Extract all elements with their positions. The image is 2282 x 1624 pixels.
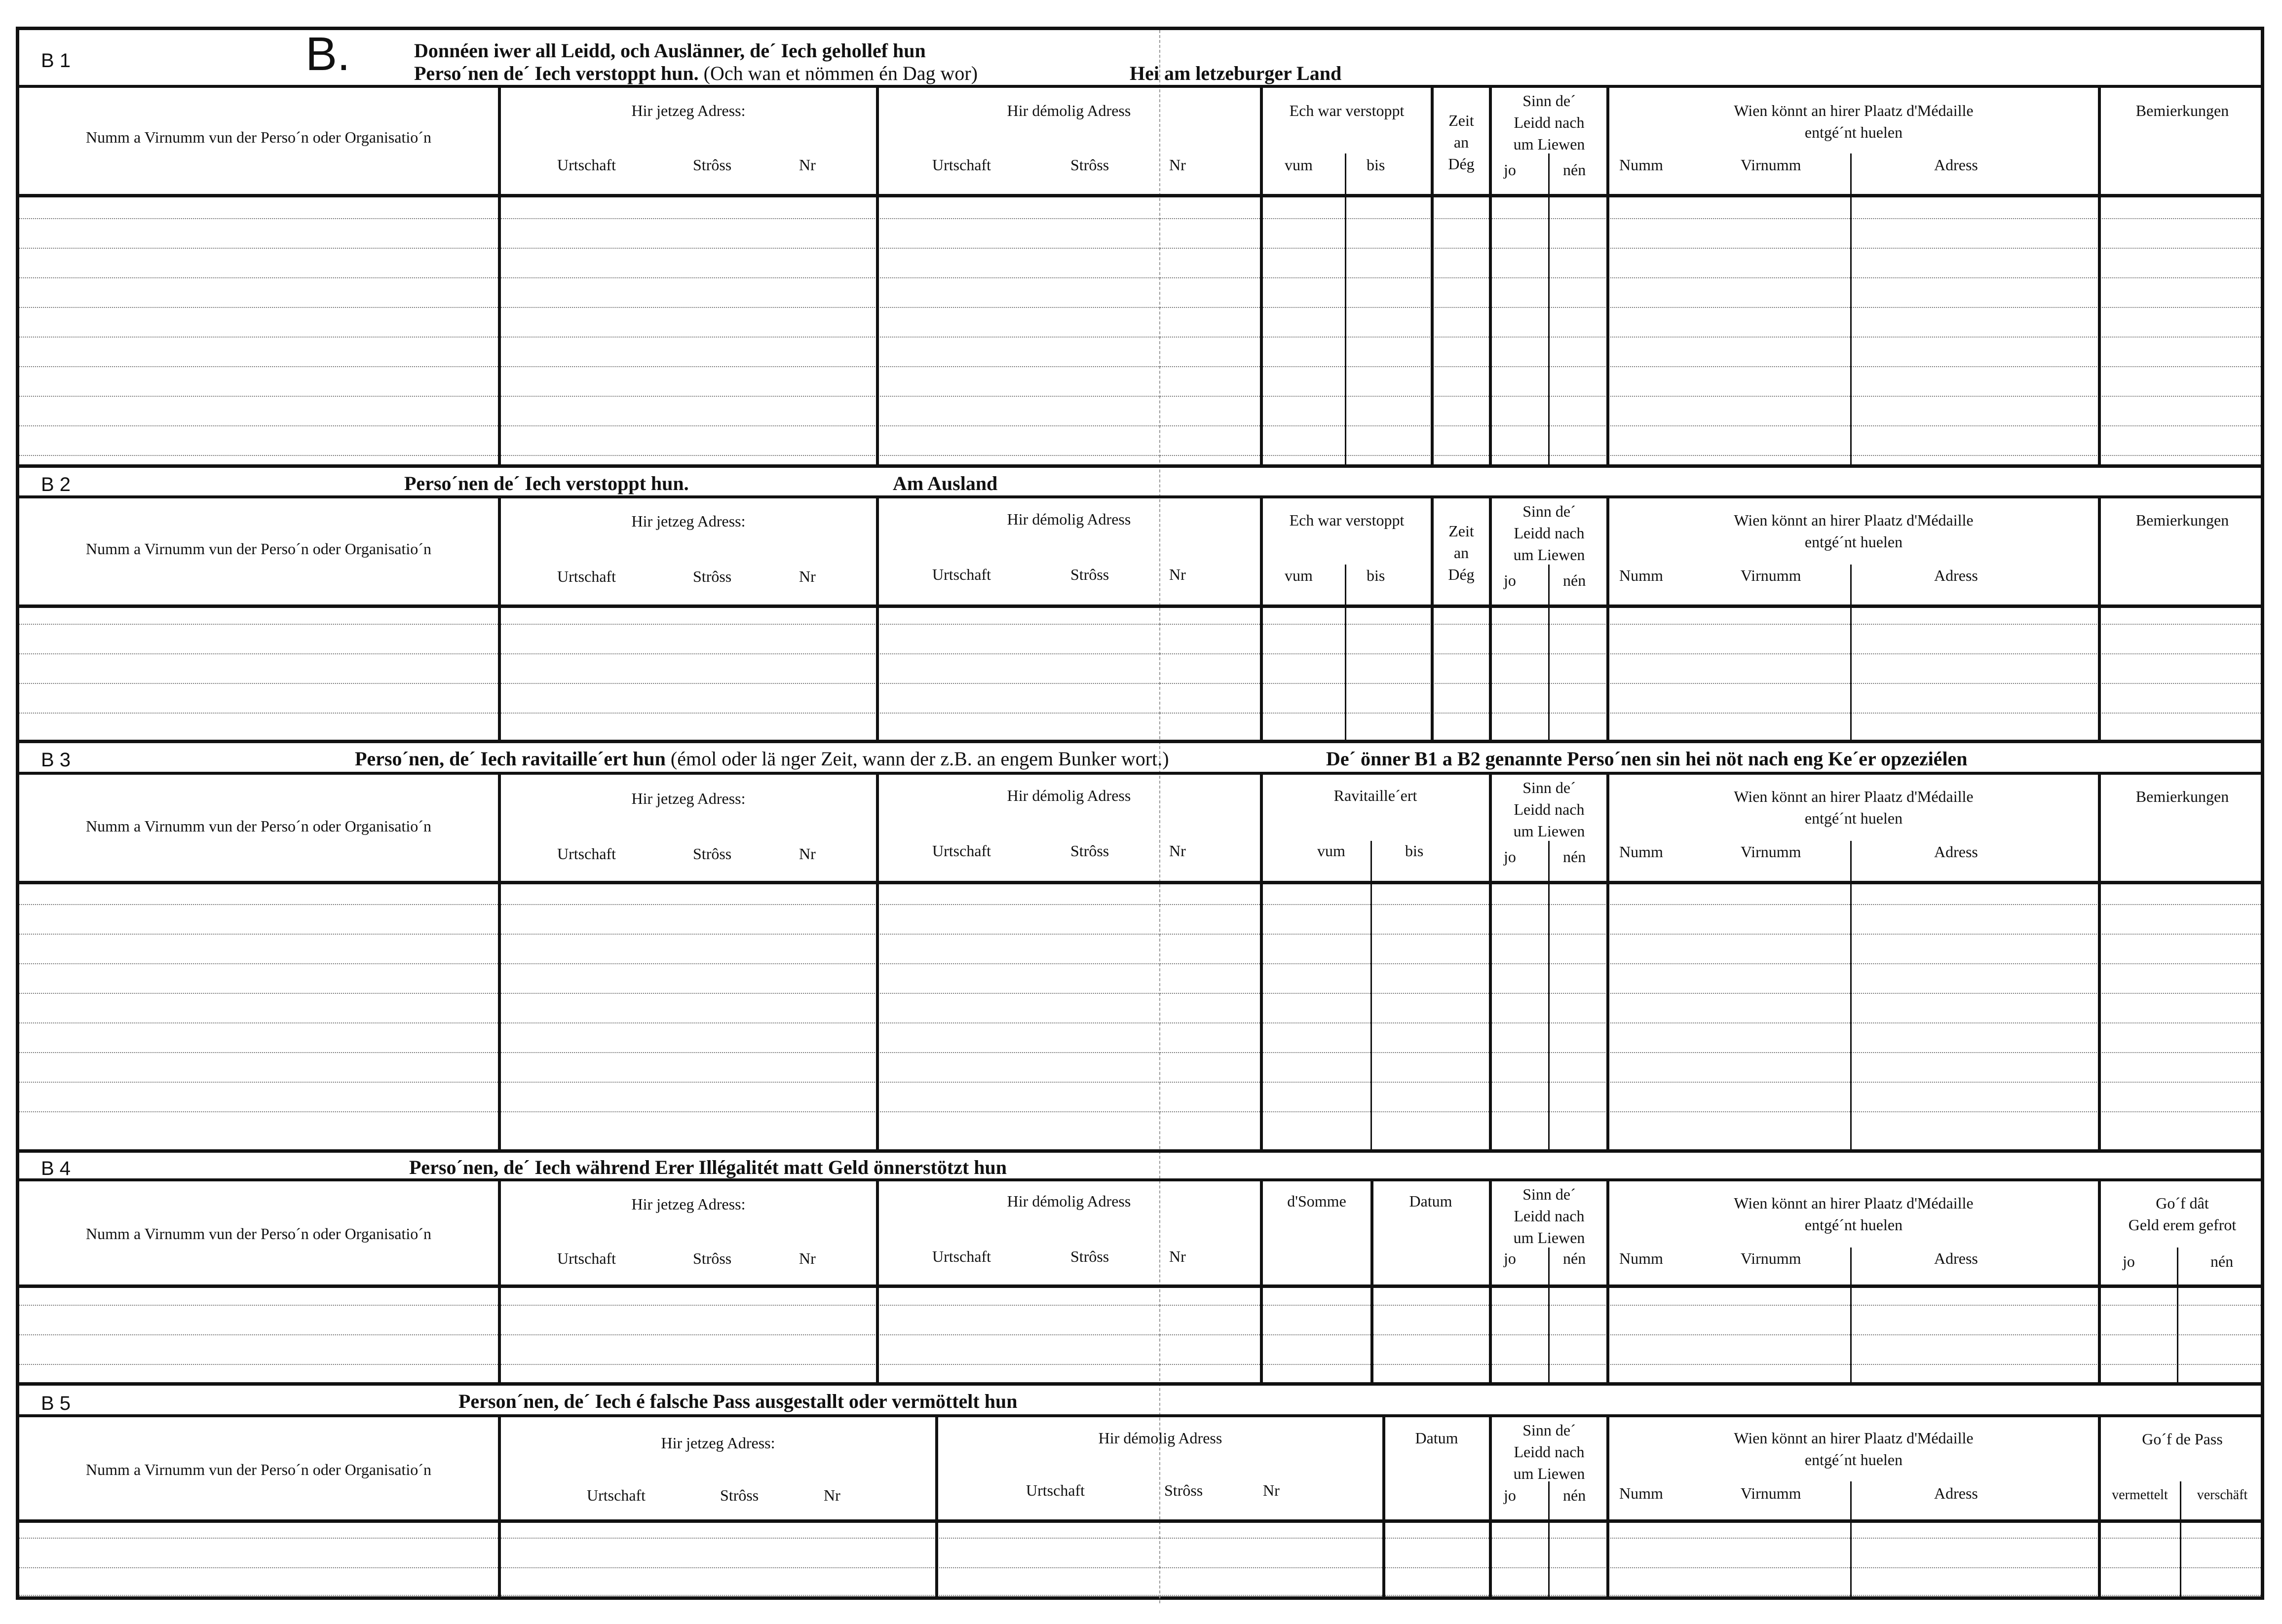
header-address: Adress [1934, 1249, 1978, 1267]
header-from: vum [1285, 156, 1313, 174]
section-b5-rows [19, 1523, 2261, 1603]
column-divider [1548, 565, 1550, 740]
header-street: Strôss [1070, 842, 1109, 860]
section-b1-rows [19, 197, 2261, 464]
header-yes: jo [1504, 1486, 1516, 1504]
section-b2-label: B 2 [41, 474, 71, 495]
table-row[interactable] [19, 1595, 2261, 1596]
header-alive-line2: Leidd nach [1514, 1207, 1585, 1225]
header-surname: Numm [1619, 1249, 1663, 1267]
header-alive-line3: um Liewen [1513, 822, 1585, 840]
header-number: Nr [799, 156, 816, 174]
column-divider [2098, 498, 2101, 740]
header-no: nén [1563, 1486, 1586, 1504]
column-divider [1606, 1181, 1609, 1382]
header-alive-line3: um Liewen [1513, 1465, 1585, 1482]
header-locality: Urtschaft [1026, 1481, 1085, 1499]
column-divider [1370, 841, 1372, 1149]
section-b1-title-bar [19, 30, 2261, 88]
column-divider [1260, 1181, 1263, 1382]
section-b1-title-line1: Donnéen iwer all Leidd, och Auslänner, de´ Iech gehollef hun [414, 39, 926, 62]
header-name: Numm a Virnumm vun der Perso´n oder Organisatio´n [86, 128, 431, 146]
header-money-line2: Geld erem gefrot [2128, 1216, 2237, 1234]
header-remarks: Bemierkungen [2135, 102, 2229, 119]
header-no: nén [2210, 1252, 2234, 1270]
column-divider [1850, 565, 1852, 740]
header-address: Adress [1934, 567, 1978, 584]
section-b4 [19, 1149, 2261, 1382]
header-alive-line1: Sinn de´ [1522, 1421, 1576, 1439]
header-number: Nr [1169, 842, 1186, 860]
header-medal-line2: entgé´nt huelen [1804, 1451, 1903, 1469]
header-time-line2: an [1453, 544, 1469, 562]
table-row[interactable] [19, 1305, 2261, 1306]
column-divider [876, 775, 879, 1149]
header-current-address: Hir jetzeg Adress: [631, 790, 746, 807]
header-pass: Go´f de Pass [2142, 1430, 2223, 1448]
header-locality: Urtschaft [557, 567, 616, 585]
section-b5 [19, 1382, 2261, 1600]
column-divider [1431, 498, 1434, 740]
table-row[interactable] [19, 904, 2261, 905]
column-divider [1489, 88, 1492, 464]
header-locality: Urtschaft [932, 566, 991, 583]
column-divider [498, 498, 501, 740]
header-current-address: Hir jetzeg Adress: [631, 102, 746, 119]
form-page [16, 27, 2264, 1600]
column-divider [876, 88, 879, 464]
header-former-address: Hir démolig Adress [1007, 510, 1131, 528]
column-divider [1489, 775, 1492, 1149]
table-row[interactable] [19, 624, 2261, 625]
section-b2-title-right: Am Ausland [893, 472, 998, 494]
header-from: vum [1285, 567, 1313, 584]
column-divider [2177, 1247, 2178, 1382]
header-hidden: Ech war verstoppt [1289, 102, 1405, 119]
header-number: Nr [799, 1249, 816, 1267]
header-remarks: Bemierkungen [2135, 511, 2229, 529]
header-former-address: Hir démolig Adress [1098, 1429, 1222, 1447]
header-date: Datum [1409, 1192, 1452, 1210]
header-number: Nr [1263, 1481, 1280, 1499]
header-number: Nr [1169, 1247, 1186, 1265]
header-address: Adress [1934, 1484, 1978, 1502]
section-b1-title-line2: Perso´nen de´ Iech verstoppt hun. (Och wan et nömmen én Dag wor) [414, 62, 978, 84]
column-divider [1260, 775, 1263, 1149]
header-address: Adress [1934, 843, 1978, 861]
form-letter: B. [305, 28, 350, 80]
column-divider [876, 1181, 879, 1382]
table-row[interactable] [19, 307, 2261, 308]
header-street: Strôss [1070, 1247, 1109, 1265]
header-remarks: Bemierkungen [2135, 788, 2229, 805]
header-firstname: Virnumm [1741, 1484, 1801, 1502]
table-row[interactable] [19, 455, 2261, 456]
header-number: Nr [1169, 566, 1186, 583]
header-alive-line2: Leidd nach [1514, 1443, 1585, 1461]
header-mediated: vermettelt [2112, 1487, 2168, 1503]
section-b2-header [19, 498, 2261, 608]
column-divider [1489, 1181, 1492, 1382]
section-b4-title: Perso´nen, de´ Iech während Erer Illégalitét matt Geld önnerstötzt hun [409, 1156, 1007, 1178]
header-medal-line2: entgé´nt huelen [1804, 123, 1903, 141]
column-divider [1260, 88, 1263, 464]
column-divider [1548, 841, 1550, 1149]
header-time-line1: Zeit [1448, 522, 1474, 540]
header-date: Datum [1415, 1429, 1458, 1447]
section-b1-title-right: Hei am letzeburger Land [1130, 62, 1342, 84]
table-row[interactable] [19, 366, 2261, 367]
table-row[interactable] [19, 396, 2261, 397]
header-medal-line1: Wien könnt an hirer Plaatz d'Médaille [1734, 511, 1974, 529]
header-alive-line1: Sinn de´ [1522, 1185, 1576, 1203]
column-divider [1489, 498, 1492, 740]
header-medal-line1: Wien könnt an hirer Plaatz d'Médaille [1734, 1194, 1974, 1212]
header-supplied: Ravitaille´ert [1333, 787, 1417, 804]
header-no: nén [1563, 848, 1586, 866]
column-divider [1548, 1481, 1550, 1600]
section-b2-rows [19, 608, 2261, 743]
header-surname: Numm [1619, 156, 1663, 174]
header-no: nén [1563, 1249, 1586, 1267]
column-divider [1260, 498, 1263, 740]
header-yes: jo [1504, 161, 1516, 179]
section-b1-header [19, 88, 2261, 197]
table-row[interactable] [19, 993, 2261, 994]
section-b3-title: Perso´nen, de´ Iech ravitaille´ert hun (émol oder lä nger Zeit, wann der z.B. an engem Bunker wort.) [355, 748, 1169, 770]
header-hidden: Ech war verstoppt [1289, 511, 1405, 529]
table-row[interactable] [19, 683, 2261, 684]
header-street: Strôss [1070, 156, 1109, 174]
column-divider [1345, 565, 1346, 740]
header-to: bis [1405, 842, 1424, 860]
table-row[interactable] [19, 1022, 2261, 1023]
header-no: nén [1563, 571, 1586, 589]
header-medal-line2: entgé´nt huelen [1804, 533, 1903, 551]
section-b1 [19, 30, 2261, 464]
column-divider [1382, 1417, 1385, 1600]
header-alive-line2: Leidd nach [1514, 113, 1585, 131]
header-medal-line1: Wien könnt an hirer Plaatz d'Médaille [1734, 102, 1974, 119]
table-row[interactable] [19, 425, 2261, 426]
column-divider [498, 1417, 501, 1600]
section-b4-rows [19, 1288, 2261, 1386]
header-street: Strôss [1070, 566, 1109, 583]
header-medal-line1: Wien könnt an hirer Plaatz d'Médaille [1734, 788, 1974, 805]
column-divider [1606, 498, 1609, 740]
table-row[interactable] [19, 218, 2261, 219]
section-b3-label: B 3 [41, 749, 71, 771]
header-locality: Urtschaft [932, 842, 991, 860]
section-b3 [19, 740, 2261, 1149]
header-name: Numm a Virnumm vun der Perso´n oder Organisatio´n [86, 540, 431, 558]
header-time-line3: Dég [1448, 155, 1475, 173]
header-alive-line3: um Liewen [1513, 546, 1585, 564]
header-former-address: Hir démolig Adress [1007, 1192, 1131, 1210]
header-alive-line3: um Liewen [1513, 1229, 1585, 1246]
header-yes: jo [1504, 1249, 1516, 1267]
header-from: vum [1317, 842, 1345, 860]
header-yes: jo [2123, 1252, 2135, 1270]
header-to: bis [1367, 567, 1385, 584]
section-b2-title-bar [19, 468, 2261, 498]
section-b2 [19, 464, 2261, 740]
section-b3-title-right: De´ önner B1 a B2 genannte Perso´nen sin hei nöt nach eng Ke´er opzeziélen [1326, 748, 1968, 770]
table-row[interactable] [19, 653, 2261, 654]
section-b5-title: Person´nen, de´ Iech é falsche Pass ausgestallt oder vermöttelt hun [458, 1390, 1018, 1412]
header-medal-line1: Wien könnt an hirer Plaatz d'Médaille [1734, 1429, 1974, 1447]
section-b5-header [19, 1417, 2261, 1523]
header-current-address: Hir jetzeg Adress: [631, 1195, 746, 1213]
header-surname: Numm [1619, 567, 1663, 584]
header-current-address: Hir jetzeg Adress: [631, 512, 746, 530]
header-to: bis [1367, 156, 1385, 174]
section-b4-header [19, 1181, 2261, 1288]
section-b5-label: B 5 [41, 1393, 71, 1414]
header-money-line1: Go´f dât [2156, 1194, 2209, 1212]
header-locality: Urtschaft [557, 845, 616, 863]
section-b3-title-bar [19, 743, 2261, 775]
column-divider [1548, 1247, 1550, 1382]
header-time-line2: an [1453, 133, 1469, 151]
header-medal-line2: entgé´nt huelen [1804, 1216, 1903, 1234]
header-firstname: Virnumm [1741, 1249, 1801, 1267]
column-divider [1850, 153, 1852, 464]
header-alive-line1: Sinn de´ [1522, 779, 1576, 796]
table-row[interactable] [19, 1052, 2261, 1053]
section-b2-title: Perso´nen de´ Iech verstoppt hun. [404, 472, 689, 494]
table-row[interactable] [19, 1334, 2261, 1335]
header-former-address: Hir démolig Adress [1007, 787, 1131, 804]
section-b3-header [19, 775, 2261, 884]
header-name: Numm a Virnumm vun der Perso´n oder Organisatio´n [86, 817, 431, 835]
table-row[interactable] [19, 963, 2261, 964]
column-divider [2098, 775, 2101, 1149]
column-divider [1850, 1247, 1852, 1382]
header-alive-line1: Sinn de´ [1522, 502, 1576, 520]
table-row[interactable] [19, 1082, 2261, 1083]
header-number: Nr [799, 567, 816, 585]
header-yes: jo [1504, 571, 1516, 589]
header-street: Strôss [720, 1486, 759, 1504]
header-number: Nr [799, 845, 816, 863]
section-b4-label: B 4 [41, 1158, 71, 1179]
header-street: Strôss [693, 567, 732, 585]
header-alive-line1: Sinn de´ [1522, 92, 1576, 110]
header-firstname: Virnumm [1741, 156, 1801, 174]
header-street: Strôss [1164, 1481, 1203, 1499]
column-divider [1370, 1181, 1373, 1382]
column-divider [935, 1417, 938, 1600]
column-divider [498, 775, 501, 1149]
header-locality: Urtschaft [932, 1247, 991, 1265]
header-firstname: Virnumm [1741, 843, 1801, 861]
header-alive-line2: Leidd nach [1514, 524, 1585, 542]
header-alive-line3: um Liewen [1513, 135, 1585, 153]
table-row[interactable] [19, 248, 2261, 249]
header-locality: Urtschaft [557, 156, 616, 174]
header-surname: Numm [1619, 843, 1663, 861]
table-row[interactable] [19, 1364, 2261, 1365]
header-current-address: Hir jetzeg Adress: [661, 1434, 775, 1452]
header-alive-line2: Leidd nach [1514, 800, 1585, 818]
header-street: Strôss [693, 1249, 732, 1267]
header-name: Numm a Virnumm vun der Perso´n oder Organisatio´n [86, 1461, 431, 1478]
column-divider [498, 88, 501, 464]
header-name: Numm a Virnumm vun der Perso´n oder Organisatio´n [86, 1225, 431, 1243]
header-medal-line2: entgé´nt huelen [1804, 809, 1903, 827]
section-b1-label: B 1 [41, 50, 71, 72]
column-divider [1345, 153, 1346, 464]
header-address: Adress [1934, 156, 1978, 174]
column-divider [2098, 1417, 2101, 1600]
header-surname: Numm [1619, 1484, 1663, 1502]
header-former-address: Hir démolig Adress [1007, 102, 1131, 119]
column-divider [2098, 88, 2101, 464]
column-divider [1850, 841, 1852, 1149]
header-firstname: Virnumm [1741, 567, 1801, 584]
column-divider [1606, 88, 1609, 464]
column-divider [1850, 1481, 1852, 1600]
table-row[interactable] [19, 1567, 2261, 1568]
header-locality: Urtschaft [557, 1249, 616, 1267]
section-b3-rows [19, 884, 2261, 1153]
column-divider [1606, 1417, 1609, 1600]
header-no: nén [1563, 161, 1586, 179]
header-number: Nr [824, 1486, 840, 1504]
table-row[interactable] [19, 713, 2261, 714]
section-b4-title-bar [19, 1153, 2261, 1181]
header-locality: Urtschaft [587, 1486, 646, 1504]
table-row[interactable] [19, 277, 2261, 278]
header-time-line1: Zeit [1448, 112, 1474, 129]
column-divider [1606, 775, 1609, 1149]
table-row[interactable] [19, 1538, 2261, 1539]
column-divider [1548, 153, 1550, 464]
header-locality: Urtschaft [932, 156, 991, 174]
column-divider [1431, 88, 1434, 464]
header-yes: jo [1504, 848, 1516, 866]
section-b5-title-bar [19, 1386, 2261, 1417]
header-street: Strôss [693, 156, 732, 174]
column-divider [2180, 1481, 2181, 1600]
table-row[interactable] [19, 1111, 2261, 1112]
table-row[interactable] [19, 337, 2261, 338]
header-sum: d'Somme [1287, 1192, 1346, 1210]
column-divider [1489, 1417, 1492, 1600]
header-time-line3: Dég [1448, 566, 1475, 583]
header-number: Nr [1169, 156, 1186, 174]
header-procured: verschäft [2197, 1487, 2248, 1503]
column-divider [2098, 1181, 2101, 1382]
table-row[interactable] [19, 934, 2261, 935]
column-divider [876, 498, 879, 740]
column-divider [498, 1181, 501, 1382]
header-street: Strôss [693, 845, 732, 863]
